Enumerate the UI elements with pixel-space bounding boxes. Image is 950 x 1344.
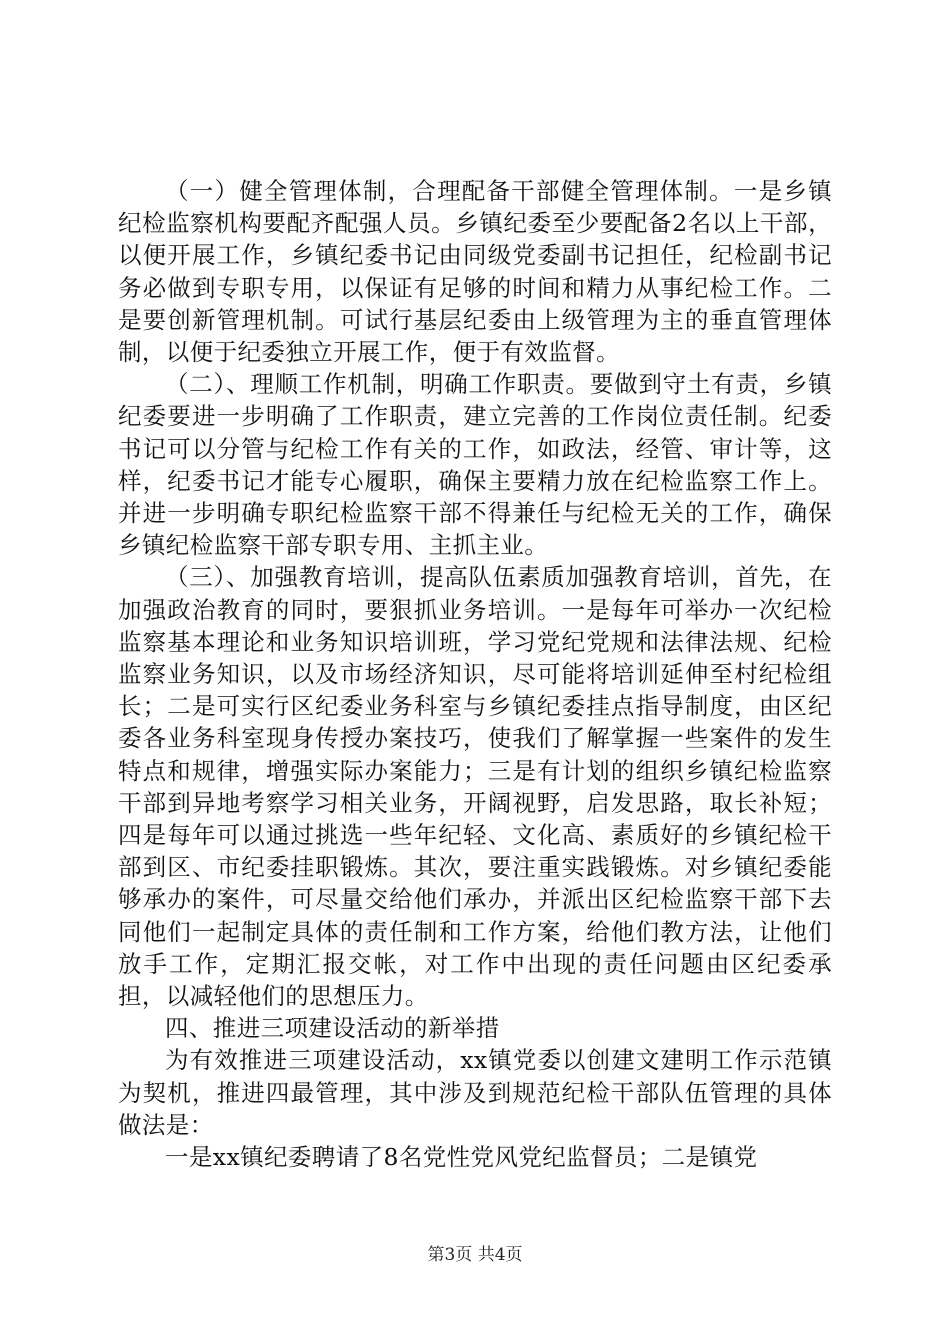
section-heading: 四、推进三项建设活动的新举措 [165, 1014, 500, 1043]
document-body [118, 175, 832, 1173]
page-number-footer: 第3页 共4页 [427, 1245, 523, 1265]
paragraph-section-first-item: 一是xx镇纪委聘请了8名党性党风党纪监督员；二是镇党 [165, 1143, 758, 1172]
paragraph-section-intro: 为有效推进三项建设活动，xx镇党委以创建文建明工作示范镇为契机，推进四最管理，其中涉及到规范纪检干部队伍管理的具体做法是： [118, 1046, 832, 1139]
paragraph-education-training: （三）、加强教育培训，提高队伍素质加强教育培训，首先，在加强政治教育的同时，要狠抓业务培训。一是每年可举办一次纪检监察基本理论和业务知识培训班，学习党纪党规和法律法规、纪检监察业务知识，以及市场经济知识，尽可能将培训延伸至村纪检组长；二是可实行区纪委业务科室与乡镇纪委挂点指导制度，由区纪委各业务科室现身传授办案技巧，使我们了解掌握一些案件的发生特点和规律，增强实际办案能力；三是有计划的组织乡镇纪检监察干部到异地考察学习相关业务，开阔视野，启发思路，取长补短；四是每年可以通过挑选一些年纪轻、文化高、素质好的乡镇纪检干部到区、市纪委挂职锻炼。其次，要注重实践锻炼。对乡镇纪委能够承办的案件，可尽量交给他们承办，并派出区纪检监察干部下去同他们一起制定具体的责任制和工作方案，给他们教方法，让他们放手工作，定期汇报交帐，对工作中出现的责任问题由区纪委承担，以减轻他们的思想压力。 [118, 563, 832, 1011]
paragraph-management-system: （一）健全管理体制，合理配备干部健全管理体制。一是乡镇纪检监察机构要配齐配强人员。乡镇纪委至少要配备2名以上干部，以便开展工作，乡镇纪委书记由同级党委副书记担任，纪检副书记务必做到专职专用，以保证有足够的时间和精力从事纪检工作。二是要创新管理机制。可试行基层纪委由上级管理为主的垂直管理体制，以便于纪委独立开展工作，便于有效监督。 [118, 177, 832, 367]
paragraph-work-mechanism: （二）、理顺工作机制，明确工作职责。要做到守土有责，乡镇纪委要进一步明确了工作职责，建立完善的工作岗位责任制。纪委书记可以分管与纪检工作有关的工作，如政法，经管、审计等，这样，纪委书记才能专心履职，确保主要精力放在纪检监察工作上。并进一步明确专职纪检监察干部不得兼任与纪检无关的工作，确保乡镇纪检监察干部专职专用、主抓主业。 [118, 370, 832, 560]
